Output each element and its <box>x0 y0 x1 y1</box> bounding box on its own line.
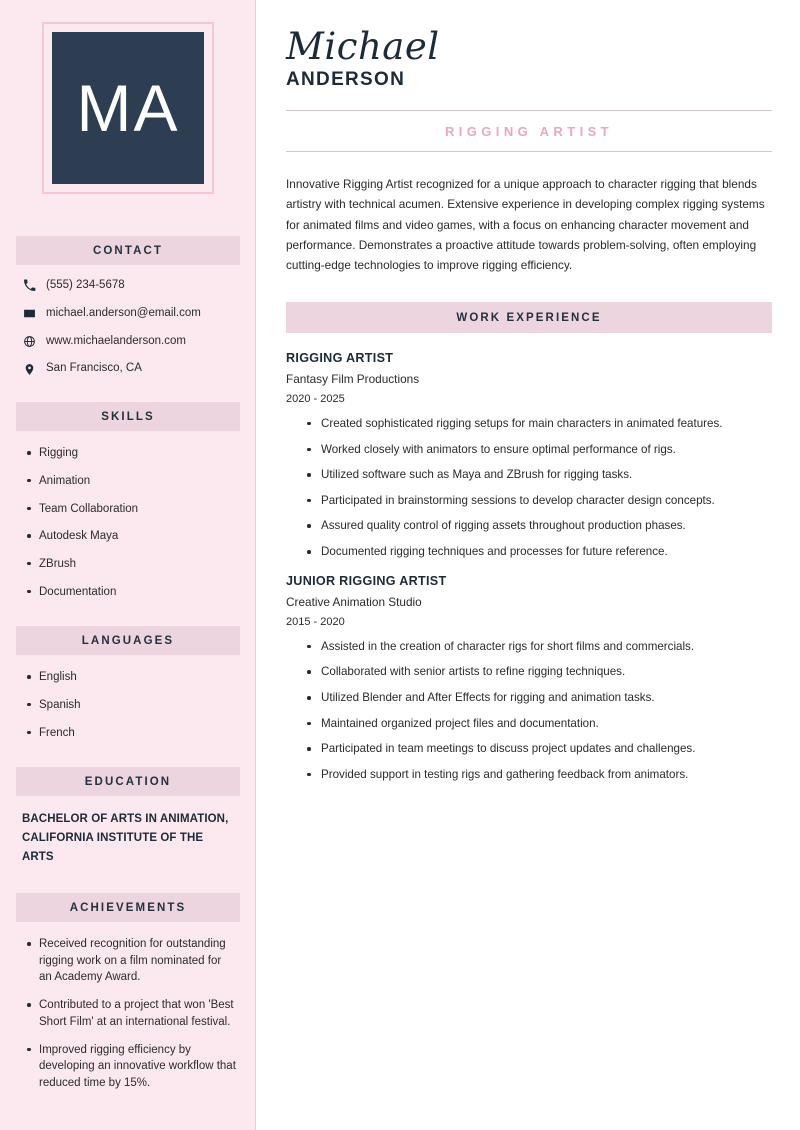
list-item: Rigging <box>26 445 236 462</box>
phone-icon <box>22 279 36 292</box>
achievements-section-heading: ACHIEVEMENTS <box>16 893 240 922</box>
name-header <box>286 25 772 91</box>
job-title: RIGGING ARTIST <box>286 111 772 152</box>
list-item: Utilized Blender and After Effects for rigging and animation tasks. <box>306 690 772 706</box>
skills-section-heading: SKILLS <box>16 402 240 431</box>
list-item: Assured quality control of rigging assets throughout production phases. <box>306 518 772 534</box>
list-item: Worked closely with animators to ensure optimal performance of rigs. <box>306 442 772 458</box>
job-company: Fantasy Film Productions <box>286 371 420 386</box>
contact-item-website[interactable] <box>22 335 238 349</box>
monogram-initials: MA <box>52 32 204 184</box>
job-bullet-list <box>286 639 772 783</box>
contact-item-email[interactable] <box>22 307 238 321</box>
last-name: ANDERSON <box>286 68 406 90</box>
list-item: Provided support in testing rigs and gathering feedback from animators. <box>306 767 772 783</box>
contact-email-text: michael.anderson@email.com <box>46 306 201 319</box>
education-school: CALIFORNIA INSTITUTE OF THE ARTS <box>22 832 204 864</box>
job-role: RIGGING ARTIST <box>286 350 394 365</box>
experience-entry <box>286 351 772 560</box>
main-content <box>256 0 800 1130</box>
contact-website-text: www.michaelanderson.com <box>46 334 186 347</box>
contact-section-heading: CONTACT <box>16 236 240 265</box>
work-experience-heading: WORK EXPERIENCE <box>286 302 772 333</box>
list-item: Collaborated with senior artists to refine rigging techniques. <box>306 664 772 680</box>
education-section-heading: EDUCATION <box>16 767 240 796</box>
skills-list <box>16 445 240 600</box>
monogram-frame <box>42 22 214 194</box>
email-icon <box>22 307 36 320</box>
list-item: Animation <box>26 473 236 490</box>
list-item: Team Collaboration <box>26 501 236 518</box>
list-item: Contributed to a project that won 'Best Short Film' at an international festival. <box>26 997 236 1030</box>
list-item: Improved rigging efficiency by developing an innovative workflow that reduced time by 15%. <box>26 1042 236 1092</box>
location-pin-icon <box>22 363 36 376</box>
list-item: Documented rigging techniques and processes for future reference. <box>306 544 772 560</box>
contact-phone-text: (555) 234-5678 <box>46 279 125 291</box>
list-item: Assisted in the creation of character rigs for short films and commercials. <box>306 639 772 655</box>
job-role: JUNIOR RIGGING ARTIST <box>286 573 447 588</box>
sidebar <box>0 0 256 1130</box>
list-item: Created sophisticated rigging setups for main characters in animated features. <box>306 416 772 432</box>
languages-section-heading: LANGUAGES <box>16 626 240 655</box>
contact-location-text: San Francisco, CA <box>46 362 142 375</box>
job-dates: 2015 - 2020 <box>286 615 345 628</box>
list-item: Spanish <box>26 697 236 714</box>
experience-entry <box>286 574 772 783</box>
list-item: Participated in brainstorming sessions to develop character design concepts. <box>306 493 772 509</box>
education-entry <box>16 810 240 867</box>
list-item: Maintained organized project files and documentation. <box>306 716 772 732</box>
list-item: English <box>26 669 236 686</box>
contact-item-phone[interactable] <box>22 279 238 293</box>
languages-list <box>16 669 240 741</box>
education-degree: BACHELOR OF ARTS IN ANIMATION, <box>22 813 229 826</box>
job-bullet-list <box>286 416 772 560</box>
job-dates: 2020 - 2025 <box>286 392 345 405</box>
list-item: ZBrush <box>26 556 236 573</box>
globe-icon <box>22 335 36 348</box>
list-item: Received recognition for outstanding rigging work on a film nominated for an Academy Award. <box>26 936 236 986</box>
list-item: Participated in team meetings to discuss project updates and challenges. <box>306 741 772 757</box>
list-item: Utilized software such as Maya and ZBrush for rigging tasks. <box>306 467 772 483</box>
job-company: Creative Animation Studio <box>286 594 422 609</box>
list-item: Autodesk Maya <box>26 528 236 545</box>
professional-summary: Innovative Rigging Artist recognized for a unique approach to character rigging that blends artistry with technical acumen. Extensive experience in developing complex rigging systems for animated films and video games, with a focus on enhancing character movement and performance. Demonstrates a proactive attitude towards problem-solving, often employing cutting-edge technologies to improve rigging efficiency. <box>286 176 765 273</box>
contact-item-location[interactable] <box>22 362 238 376</box>
achievements-list <box>16 936 240 1091</box>
list-item: Documentation <box>26 584 236 601</box>
list-item: French <box>26 725 236 742</box>
contact-list <box>16 279 240 376</box>
first-name: Michael <box>286 25 440 68</box>
